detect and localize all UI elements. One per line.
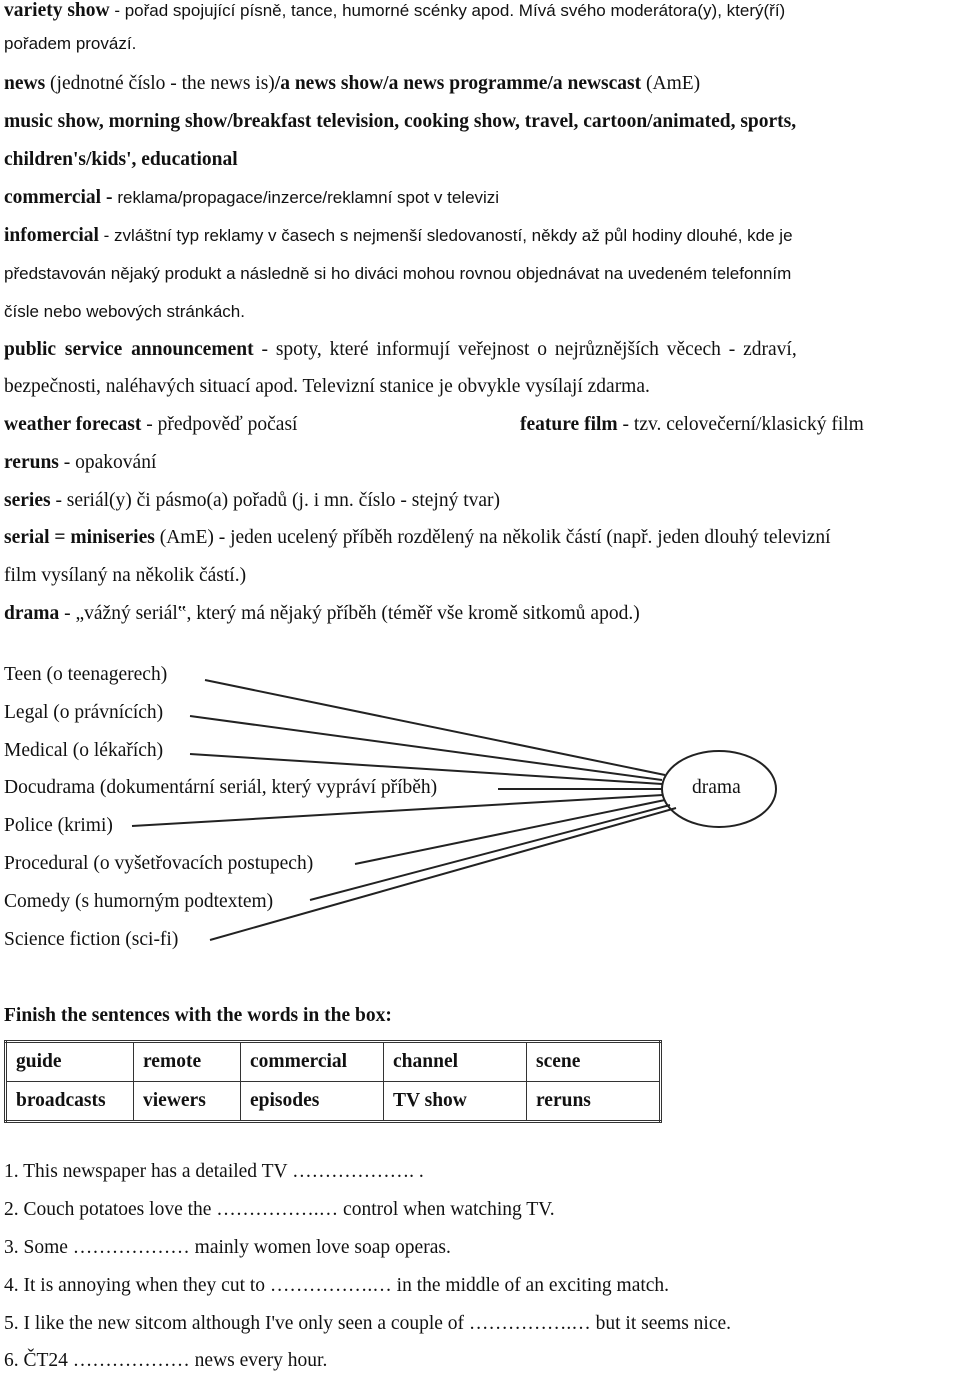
exercise-sentence-2: 2. Couch potatoes love the …………….… control when watching TV. — [4, 1199, 555, 1220]
word-cell: scene — [527, 1042, 661, 1082]
reruns-term: reruns — [4, 452, 59, 473]
psa-definition: - spoty, které informují veřejnost o nejrůznějších věcech - zdraví, — [253, 339, 797, 360]
word-cell: guide — [6, 1042, 134, 1082]
exercise-sentence-5: 5. I like the new sitcom although I've only seen a couple of …………….… but it seems nice. — [4, 1313, 732, 1334]
feature-film-definition: - tzv. celovečerní/klasický film — [617, 414, 864, 435]
word-cell: viewers — [134, 1082, 241, 1122]
news-entry — [4, 72, 700, 96]
weather-entry — [4, 413, 297, 437]
word-box-row — [6, 1042, 661, 1082]
feature-film-term: feature film — [520, 414, 618, 435]
genres-line-2: children's/kids', educational — [4, 149, 238, 170]
serial-definition: (AmE) - jeden ucelený příběh rozdělený na několik částí (např. jeden dlouhý televizní — [154, 527, 831, 548]
infomercial-definition-cont: představován nějaký produkt a následně si ho diváci mohou rovnou objednávat na uvedeném telefonním — [4, 264, 792, 283]
genre-docudrama: Docudrama (dokumentární seriál, který vypráví příběh) — [4, 777, 438, 798]
infomercial-definition-end: čísle nebo webových stránkách. — [4, 302, 245, 321]
infomercial-entry — [4, 224, 793, 248]
series-term: series — [4, 490, 51, 511]
commercial-term: commercial - — [4, 187, 118, 208]
exercise-instruction: Finish the sentences with the words in the box: — [4, 1005, 392, 1026]
drama-entry — [4, 602, 640, 626]
variety-show-definition-cont: pořadem provází. — [4, 34, 137, 53]
commercial-entry — [4, 186, 499, 210]
exercise-sentence-4: 4. It is annoying when they cut to …………….… in the middle of an exciting match. — [4, 1275, 670, 1296]
genre-comedy: Comedy (s humorným podtextem) — [4, 891, 274, 912]
word-box-row — [6, 1082, 661, 1122]
word-cell: reruns — [527, 1082, 661, 1122]
genre-scifi: Science fiction (sci-fi) — [4, 929, 179, 950]
word-cell: TV show — [384, 1082, 527, 1122]
drama-term: drama — [4, 603, 60, 624]
reruns-definition: - opakování — [58, 452, 157, 473]
word-cell: broadcasts — [6, 1082, 134, 1122]
weather-definition: - předpověď počasí — [141, 414, 298, 435]
psa-term: public service announcement — [4, 339, 254, 360]
news-synonyms: /a news show/a news programme/a newscast — [274, 73, 642, 94]
variety-show-definition: - pořad spojující písně, tance, humorné scénky apod. Mívá svého moderátora(y), který(ří) — [109, 1, 786, 20]
news-term: news — [4, 73, 46, 94]
word-cell: channel — [384, 1042, 527, 1082]
serial-definition-cont: film vysílaný na několik částí.) — [4, 565, 247, 586]
commercial-definition: reklama/propagace/inzerce/reklamní spot v televizi — [117, 188, 500, 207]
exercise-sentence-1: 1. This newspaper has a detailed TV ………………. . — [4, 1161, 424, 1182]
drama-definition: - „vážný seriál‟, který má nějaký příběh (téměř vše kromě sitkomů apod.) — [59, 603, 640, 624]
genre-teen: Teen (o teenagerech) — [4, 664, 168, 685]
drama-genres-diagram — [0, 650, 960, 960]
psa-entry — [4, 338, 797, 362]
news-ame-note: (AmE) — [641, 73, 701, 94]
weather-term: weather forecast — [4, 414, 142, 435]
infomercial-definition: - zvláštní typ reklamy v časech s nejmenší sledovaností, někdy až půl hodiny dlouhé, kde je — [98, 226, 793, 245]
reruns-entry — [4, 451, 156, 475]
series-definition: - seriál(y) či pásmo(a) pořadů (j. i mn. číslo - stejný tvar) — [50, 490, 501, 511]
word-cell: commercial — [241, 1042, 384, 1082]
diagram-center-label: drama — [692, 777, 741, 798]
news-note: (jednotné číslo - the news is) — [45, 73, 275, 94]
variety-show-entry — [4, 0, 785, 23]
serial-term: serial = miniseries — [4, 527, 155, 548]
genre-legal: Legal (o právnících) — [4, 702, 164, 723]
exercise-sentence-6: 6. ČT24 ……………… news every hour. — [4, 1350, 328, 1371]
connector-police — [132, 795, 663, 826]
genre-medical: Medical (o lékařích) — [4, 740, 164, 761]
serial-entry — [4, 526, 831, 550]
psa-definition-cont: bezpečnosti, naléhavých situací apod. Televizní stanice je obvykle vysílají zdarma. — [4, 376, 650, 397]
exercise-sentence-3: 3. Some ……………… mainly women love soap operas. — [4, 1237, 451, 1258]
feature-film-entry — [520, 413, 864, 437]
series-entry — [4, 489, 500, 513]
word-cell: remote — [134, 1042, 241, 1082]
genre-procedural: Procedural (o vyšetřovacích postupech) — [4, 853, 314, 874]
genres-line-1: music show, morning show/breakfast television, cooking show, travel, cartoon/animated, sports, — [4, 111, 797, 132]
genre-police: Police (krimi) — [4, 815, 113, 836]
word-cell: episodes — [241, 1082, 384, 1122]
variety-show-term: variety show — [4, 0, 110, 21]
connector-comedy — [310, 805, 670, 900]
infomercial-term: infomercial — [4, 225, 99, 246]
word-box — [4, 1040, 662, 1123]
diagram-connectors — [0, 650, 960, 960]
